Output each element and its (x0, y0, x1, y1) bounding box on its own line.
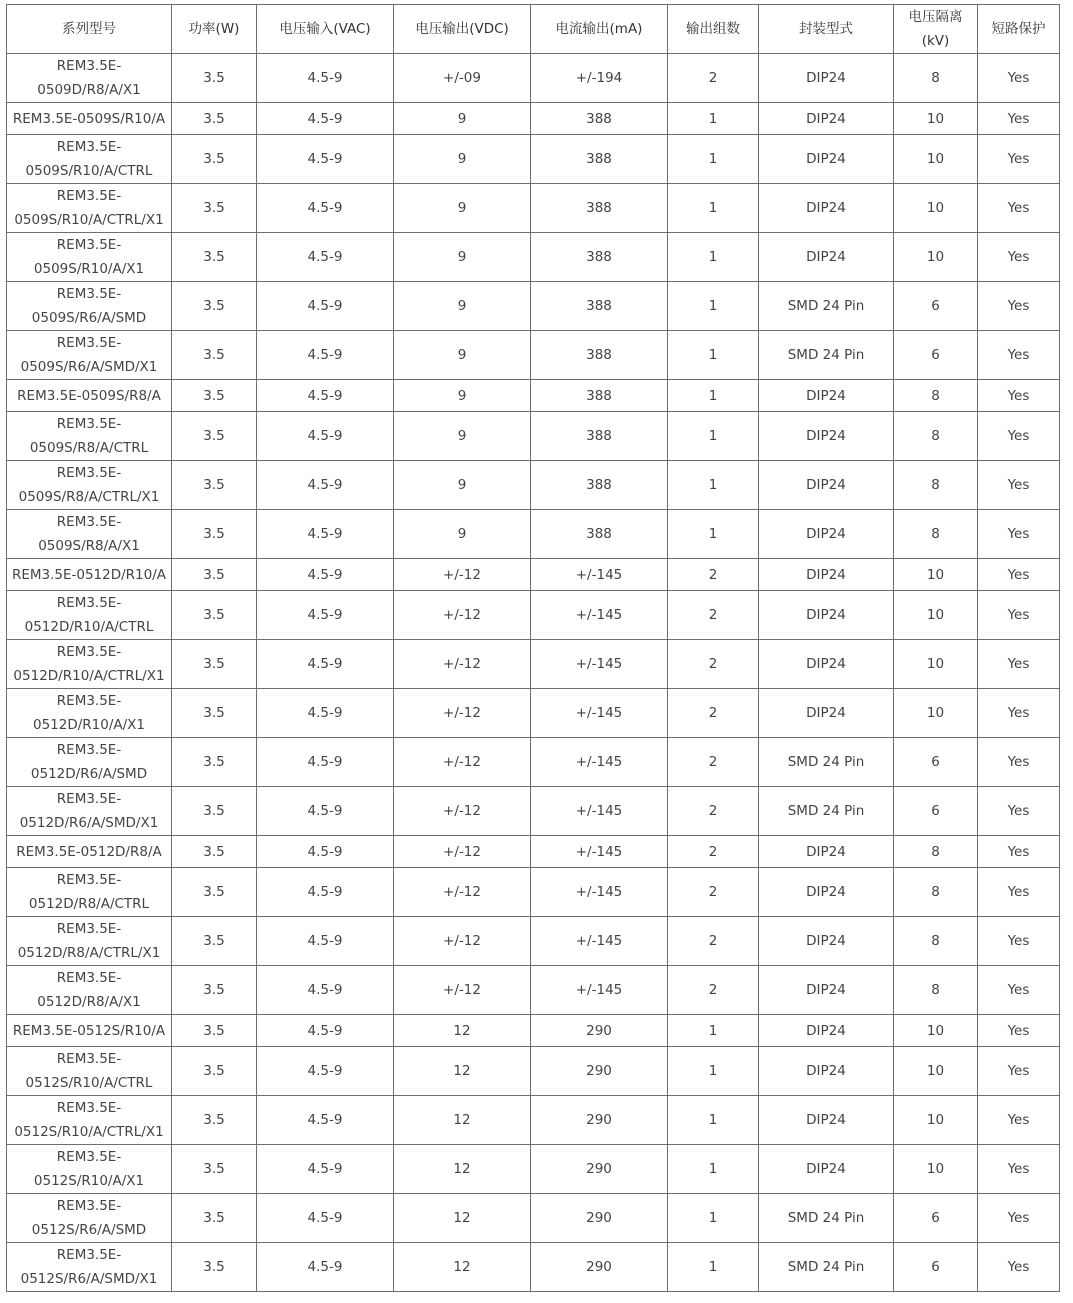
cell-short-circuit: Yes (978, 738, 1060, 787)
cell-output-current: 388 (531, 380, 668, 412)
cell-package: SMD 24 Pin (759, 787, 894, 836)
cell-output-voltage: 12 (394, 1145, 531, 1194)
table-row (7, 868, 1060, 917)
cell-output-count: 1 (668, 135, 759, 184)
cell-package: DIP24 (759, 412, 894, 461)
cell-output-voltage: +/-12 (394, 689, 531, 738)
cell-output-count: 2 (668, 689, 759, 738)
column-header-model: 系列型号 (7, 5, 172, 54)
cell-output-voltage: 9 (394, 331, 531, 380)
cell-model: REM3.5E-0512S/R6/A/SMD (7, 1194, 172, 1243)
cell-short-circuit: Yes (978, 331, 1060, 380)
cell-short-circuit: Yes (978, 103, 1060, 135)
cell-power: 3.5 (172, 917, 257, 966)
cell-power: 3.5 (172, 282, 257, 331)
cell-power: 3.5 (172, 380, 257, 412)
cell-output-count: 1 (668, 380, 759, 412)
cell-short-circuit: Yes (978, 1015, 1060, 1047)
cell-short-circuit: Yes (978, 282, 1060, 331)
cell-input-voltage: 4.5-9 (257, 1015, 394, 1047)
cell-output-current: +/-145 (531, 836, 668, 868)
cell-power: 3.5 (172, 1047, 257, 1096)
cell-output-current: +/-145 (531, 868, 668, 917)
cell-power: 3.5 (172, 559, 257, 591)
cell-input-voltage: 4.5-9 (257, 510, 394, 559)
cell-output-count: 1 (668, 103, 759, 135)
table-row (7, 591, 1060, 640)
cell-package: SMD 24 Pin (759, 1194, 894, 1243)
cell-output-voltage: 12 (394, 1243, 531, 1292)
cell-package: DIP24 (759, 559, 894, 591)
cell-short-circuit: Yes (978, 1145, 1060, 1194)
cell-power: 3.5 (172, 738, 257, 787)
cell-model: REM3.5E-0512D/R10/A/X1 (7, 689, 172, 738)
cell-isolation: 6 (894, 1243, 978, 1292)
cell-output-current: 290 (531, 1047, 668, 1096)
cell-input-voltage: 4.5-9 (257, 103, 394, 135)
cell-output-current: 388 (531, 510, 668, 559)
table-row (7, 1145, 1060, 1194)
cell-model: REM3.5E-0512D/R8/A/CTRL (7, 868, 172, 917)
cell-output-count: 1 (668, 1096, 759, 1145)
cell-output-current: 290 (531, 1096, 668, 1145)
cell-output-count: 2 (668, 917, 759, 966)
cell-output-current: 388 (531, 282, 668, 331)
table-row (7, 135, 1060, 184)
cell-output-count: 2 (668, 54, 759, 103)
cell-power: 3.5 (172, 836, 257, 868)
cell-package: DIP24 (759, 1096, 894, 1145)
cell-isolation: 10 (894, 1145, 978, 1194)
cell-model: REM3.5E-0512S/R10/A (7, 1015, 172, 1047)
column-header-output-voltage: 电压输出(VDC) (394, 5, 531, 54)
cell-model: REM3.5E-0509S/R6/A/SMD (7, 282, 172, 331)
column-header-isolation: 电压隔离 (kV) (894, 5, 978, 54)
cell-output-voltage: 9 (394, 282, 531, 331)
cell-output-current: +/-145 (531, 559, 668, 591)
cell-output-voltage: 9 (394, 461, 531, 510)
cell-power: 3.5 (172, 1096, 257, 1145)
table-row (7, 917, 1060, 966)
cell-model: REM3.5E-0509S/R8/A/X1 (7, 510, 172, 559)
cell-output-count: 2 (668, 559, 759, 591)
table-row (7, 1015, 1060, 1047)
table-row (7, 380, 1060, 412)
cell-package: DIP24 (759, 1015, 894, 1047)
cell-short-circuit: Yes (978, 380, 1060, 412)
cell-package: DIP24 (759, 510, 894, 559)
cell-output-count: 1 (668, 282, 759, 331)
cell-output-count: 1 (668, 184, 759, 233)
cell-power: 3.5 (172, 331, 257, 380)
cell-package: DIP24 (759, 184, 894, 233)
cell-model: REM3.5E-0512D/R10/A (7, 559, 172, 591)
cell-model: REM3.5E-0512S/R6/A/SMD/X1 (7, 1243, 172, 1292)
cell-model: REM3.5E-0512D/R6/A/SMD (7, 738, 172, 787)
cell-input-voltage: 4.5-9 (257, 135, 394, 184)
cell-isolation: 8 (894, 412, 978, 461)
table-row (7, 103, 1060, 135)
cell-package: DIP24 (759, 640, 894, 689)
table-row (7, 233, 1060, 282)
cell-short-circuit: Yes (978, 689, 1060, 738)
cell-output-current: 388 (531, 135, 668, 184)
cell-output-voltage: 12 (394, 1047, 531, 1096)
cell-short-circuit: Yes (978, 559, 1060, 591)
cell-isolation: 8 (894, 54, 978, 103)
cell-power: 3.5 (172, 591, 257, 640)
table-row (7, 966, 1060, 1015)
cell-isolation: 6 (894, 331, 978, 380)
cell-input-voltage: 4.5-9 (257, 233, 394, 282)
table-row (7, 184, 1060, 233)
cell-input-voltage: 4.5-9 (257, 689, 394, 738)
cell-input-voltage: 4.5-9 (257, 1047, 394, 1096)
cell-package: SMD 24 Pin (759, 331, 894, 380)
cell-output-current: 388 (531, 461, 668, 510)
cell-power: 3.5 (172, 510, 257, 559)
cell-power: 3.5 (172, 184, 257, 233)
cell-output-current: +/-145 (531, 689, 668, 738)
cell-output-voltage: 9 (394, 412, 531, 461)
cell-power: 3.5 (172, 103, 257, 135)
spec-table-container (6, 4, 1060, 1292)
cell-short-circuit: Yes (978, 54, 1060, 103)
cell-input-voltage: 4.5-9 (257, 966, 394, 1015)
cell-power: 3.5 (172, 689, 257, 738)
cell-output-count: 2 (668, 787, 759, 836)
cell-power: 3.5 (172, 868, 257, 917)
cell-isolation: 8 (894, 510, 978, 559)
cell-model: REM3.5E-0509S/R10/A (7, 103, 172, 135)
cell-short-circuit: Yes (978, 1194, 1060, 1243)
cell-input-voltage: 4.5-9 (257, 461, 394, 510)
cell-isolation: 8 (894, 917, 978, 966)
cell-isolation: 8 (894, 966, 978, 1015)
cell-package: SMD 24 Pin (759, 1243, 894, 1292)
cell-isolation: 8 (894, 868, 978, 917)
cell-package: DIP24 (759, 54, 894, 103)
table-row (7, 510, 1060, 559)
cell-output-current: 388 (531, 331, 668, 380)
cell-package: DIP24 (759, 461, 894, 510)
cell-output-voltage: 12 (394, 1015, 531, 1047)
column-header-output-current: 电流输出(mA) (531, 5, 668, 54)
cell-input-voltage: 4.5-9 (257, 559, 394, 591)
cell-power: 3.5 (172, 640, 257, 689)
cell-package: DIP24 (759, 380, 894, 412)
cell-model: REM3.5E-0509S/R8/A/CTRL/X1 (7, 461, 172, 510)
cell-isolation: 8 (894, 461, 978, 510)
cell-output-voltage: +/-12 (394, 966, 531, 1015)
cell-output-count: 1 (668, 412, 759, 461)
cell-power: 3.5 (172, 233, 257, 282)
table-row (7, 738, 1060, 787)
cell-package: DIP24 (759, 868, 894, 917)
table-row (7, 1194, 1060, 1243)
cell-short-circuit: Yes (978, 461, 1060, 510)
column-header-input-voltage: 电压输入(VAC) (257, 5, 394, 54)
cell-short-circuit: Yes (978, 836, 1060, 868)
cell-input-voltage: 4.5-9 (257, 1145, 394, 1194)
cell-power: 3.5 (172, 966, 257, 1015)
cell-output-voltage: +/-12 (394, 787, 531, 836)
table-row (7, 1096, 1060, 1145)
cell-isolation: 10 (894, 1015, 978, 1047)
cell-package: DIP24 (759, 1145, 894, 1194)
cell-output-count: 1 (668, 1047, 759, 1096)
cell-output-count: 2 (668, 868, 759, 917)
cell-output-current: 290 (531, 1243, 668, 1292)
cell-output-count: 1 (668, 510, 759, 559)
cell-output-voltage: 9 (394, 184, 531, 233)
cell-isolation: 6 (894, 738, 978, 787)
cell-isolation: 8 (894, 380, 978, 412)
cell-output-current: +/-145 (531, 738, 668, 787)
table-row (7, 836, 1060, 868)
cell-output-current: 388 (531, 184, 668, 233)
cell-input-voltage: 4.5-9 (257, 868, 394, 917)
cell-package: DIP24 (759, 135, 894, 184)
cell-output-count: 2 (668, 591, 759, 640)
cell-model: REM3.5E-0509S/R10/A/CTRL (7, 135, 172, 184)
cell-package: DIP24 (759, 233, 894, 282)
cell-model: REM3.5E-0512D/R10/A/CTRL (7, 591, 172, 640)
cell-output-voltage: +/-12 (394, 559, 531, 591)
cell-model: REM3.5E-0509D/R8/A/X1 (7, 54, 172, 103)
cell-power: 3.5 (172, 461, 257, 510)
cell-input-voltage: 4.5-9 (257, 1243, 394, 1292)
cell-isolation: 8 (894, 836, 978, 868)
cell-input-voltage: 4.5-9 (257, 184, 394, 233)
cell-short-circuit: Yes (978, 1047, 1060, 1096)
table-row (7, 412, 1060, 461)
cell-short-circuit: Yes (978, 917, 1060, 966)
table-body (7, 54, 1060, 1292)
cell-package: DIP24 (759, 836, 894, 868)
column-header-output-count: 输出组数 (668, 5, 759, 54)
cell-output-current: 290 (531, 1145, 668, 1194)
cell-input-voltage: 4.5-9 (257, 591, 394, 640)
cell-input-voltage: 4.5-9 (257, 282, 394, 331)
cell-output-current: +/-145 (531, 640, 668, 689)
cell-short-circuit: Yes (978, 966, 1060, 1015)
cell-input-voltage: 4.5-9 (257, 640, 394, 689)
table-row (7, 640, 1060, 689)
cell-power: 3.5 (172, 1145, 257, 1194)
cell-power: 3.5 (172, 135, 257, 184)
cell-input-voltage: 4.5-9 (257, 380, 394, 412)
cell-output-current: 290 (531, 1015, 668, 1047)
cell-short-circuit: Yes (978, 787, 1060, 836)
cell-output-current: 290 (531, 1194, 668, 1243)
cell-isolation: 10 (894, 135, 978, 184)
cell-input-voltage: 4.5-9 (257, 1194, 394, 1243)
cell-isolation: 10 (894, 184, 978, 233)
cell-power: 3.5 (172, 1015, 257, 1047)
cell-output-current: +/-145 (531, 591, 668, 640)
cell-output-voltage: +/-09 (394, 54, 531, 103)
cell-model: REM3.5E-0512D/R6/A/SMD/X1 (7, 787, 172, 836)
cell-output-voltage: 9 (394, 233, 531, 282)
cell-package: DIP24 (759, 1047, 894, 1096)
cell-isolation: 10 (894, 640, 978, 689)
cell-output-count: 1 (668, 1194, 759, 1243)
cell-model: REM3.5E-0509S/R8/A (7, 380, 172, 412)
table-row (7, 559, 1060, 591)
cell-power: 3.5 (172, 1243, 257, 1292)
cell-short-circuit: Yes (978, 412, 1060, 461)
cell-model: REM3.5E-0509S/R6/A/SMD/X1 (7, 331, 172, 380)
cell-input-voltage: 4.5-9 (257, 1096, 394, 1145)
cell-output-count: 1 (668, 233, 759, 282)
cell-model: REM3.5E-0512D/R8/A/CTRL/X1 (7, 917, 172, 966)
cell-isolation: 10 (894, 103, 978, 135)
cell-input-voltage: 4.5-9 (257, 787, 394, 836)
cell-output-current: 388 (531, 412, 668, 461)
cell-output-voltage: 12 (394, 1194, 531, 1243)
cell-short-circuit: Yes (978, 1096, 1060, 1145)
cell-output-current: +/-194 (531, 54, 668, 103)
cell-output-count: 2 (668, 966, 759, 1015)
cell-isolation: 6 (894, 282, 978, 331)
cell-output-voltage: +/-12 (394, 738, 531, 787)
cell-output-voltage: +/-12 (394, 591, 531, 640)
cell-output-voltage: +/-12 (394, 868, 531, 917)
cell-package: SMD 24 Pin (759, 738, 894, 787)
cell-isolation: 10 (894, 1096, 978, 1145)
cell-output-count: 1 (668, 461, 759, 510)
cell-model: REM3.5E-0512D/R10/A/CTRL/X1 (7, 640, 172, 689)
table-row (7, 461, 1060, 510)
column-header-power: 功率(W) (172, 5, 257, 54)
cell-output-current: 388 (531, 233, 668, 282)
cell-short-circuit: Yes (978, 868, 1060, 917)
cell-input-voltage: 4.5-9 (257, 331, 394, 380)
cell-short-circuit: Yes (978, 510, 1060, 559)
table-row (7, 1047, 1060, 1096)
cell-isolation: 10 (894, 689, 978, 738)
cell-input-voltage: 4.5-9 (257, 412, 394, 461)
cell-package: DIP24 (759, 103, 894, 135)
cell-isolation: 10 (894, 1047, 978, 1096)
cell-model: REM3.5E-0512S/R10/A/X1 (7, 1145, 172, 1194)
cell-package: DIP24 (759, 917, 894, 966)
cell-input-voltage: 4.5-9 (257, 738, 394, 787)
cell-isolation: 10 (894, 591, 978, 640)
cell-output-count: 1 (668, 1145, 759, 1194)
cell-model: REM3.5E-0512D/R8/A (7, 836, 172, 868)
cell-package: DIP24 (759, 689, 894, 738)
table-row (7, 331, 1060, 380)
cell-output-voltage: 9 (394, 510, 531, 559)
cell-output-voltage: 9 (394, 103, 531, 135)
cell-short-circuit: Yes (978, 591, 1060, 640)
cell-package: DIP24 (759, 966, 894, 1015)
cell-input-voltage: 4.5-9 (257, 917, 394, 966)
column-header-short-circuit: 短路保护 (978, 5, 1060, 54)
table-row (7, 1243, 1060, 1292)
cell-short-circuit: Yes (978, 640, 1060, 689)
table-row (7, 54, 1060, 103)
cell-input-voltage: 4.5-9 (257, 54, 394, 103)
cell-short-circuit: Yes (978, 233, 1060, 282)
cell-short-circuit: Yes (978, 184, 1060, 233)
cell-output-voltage: +/-12 (394, 640, 531, 689)
cell-model: REM3.5E-0509S/R8/A/CTRL (7, 412, 172, 461)
cell-model: REM3.5E-0509S/R10/A/X1 (7, 233, 172, 282)
cell-power: 3.5 (172, 787, 257, 836)
column-header-package: 封装型式 (759, 5, 894, 54)
table-row (7, 282, 1060, 331)
cell-output-count: 2 (668, 836, 759, 868)
cell-isolation: 10 (894, 233, 978, 282)
cell-output-count: 1 (668, 331, 759, 380)
table-row (7, 689, 1060, 738)
cell-model: REM3.5E-0512D/R8/A/X1 (7, 966, 172, 1015)
cell-output-voltage: 9 (394, 135, 531, 184)
cell-power: 3.5 (172, 412, 257, 461)
cell-isolation: 6 (894, 787, 978, 836)
cell-package: DIP24 (759, 591, 894, 640)
cell-isolation: 6 (894, 1194, 978, 1243)
cell-output-count: 2 (668, 738, 759, 787)
table-header-row (7, 5, 1060, 54)
spec-table (6, 4, 1060, 1292)
table-row (7, 787, 1060, 836)
cell-package: SMD 24 Pin (759, 282, 894, 331)
cell-short-circuit: Yes (978, 135, 1060, 184)
cell-short-circuit: Yes (978, 1243, 1060, 1292)
cell-output-current: +/-145 (531, 917, 668, 966)
cell-output-current: +/-145 (531, 966, 668, 1015)
cell-output-voltage: +/-12 (394, 917, 531, 966)
cell-model: REM3.5E-0509S/R10/A/CTRL/X1 (7, 184, 172, 233)
cell-model: REM3.5E-0512S/R10/A/CTRL (7, 1047, 172, 1096)
cell-output-voltage: 9 (394, 380, 531, 412)
cell-output-count: 1 (668, 1243, 759, 1292)
cell-power: 3.5 (172, 1194, 257, 1243)
cell-output-current: +/-145 (531, 787, 668, 836)
cell-isolation: 10 (894, 559, 978, 591)
cell-output-count: 1 (668, 1015, 759, 1047)
cell-output-current: 388 (531, 103, 668, 135)
cell-input-voltage: 4.5-9 (257, 836, 394, 868)
cell-output-count: 2 (668, 640, 759, 689)
cell-output-voltage: +/-12 (394, 836, 531, 868)
cell-power: 3.5 (172, 54, 257, 103)
cell-output-voltage: 12 (394, 1096, 531, 1145)
cell-model: REM3.5E-0512S/R10/A/CTRL/X1 (7, 1096, 172, 1145)
